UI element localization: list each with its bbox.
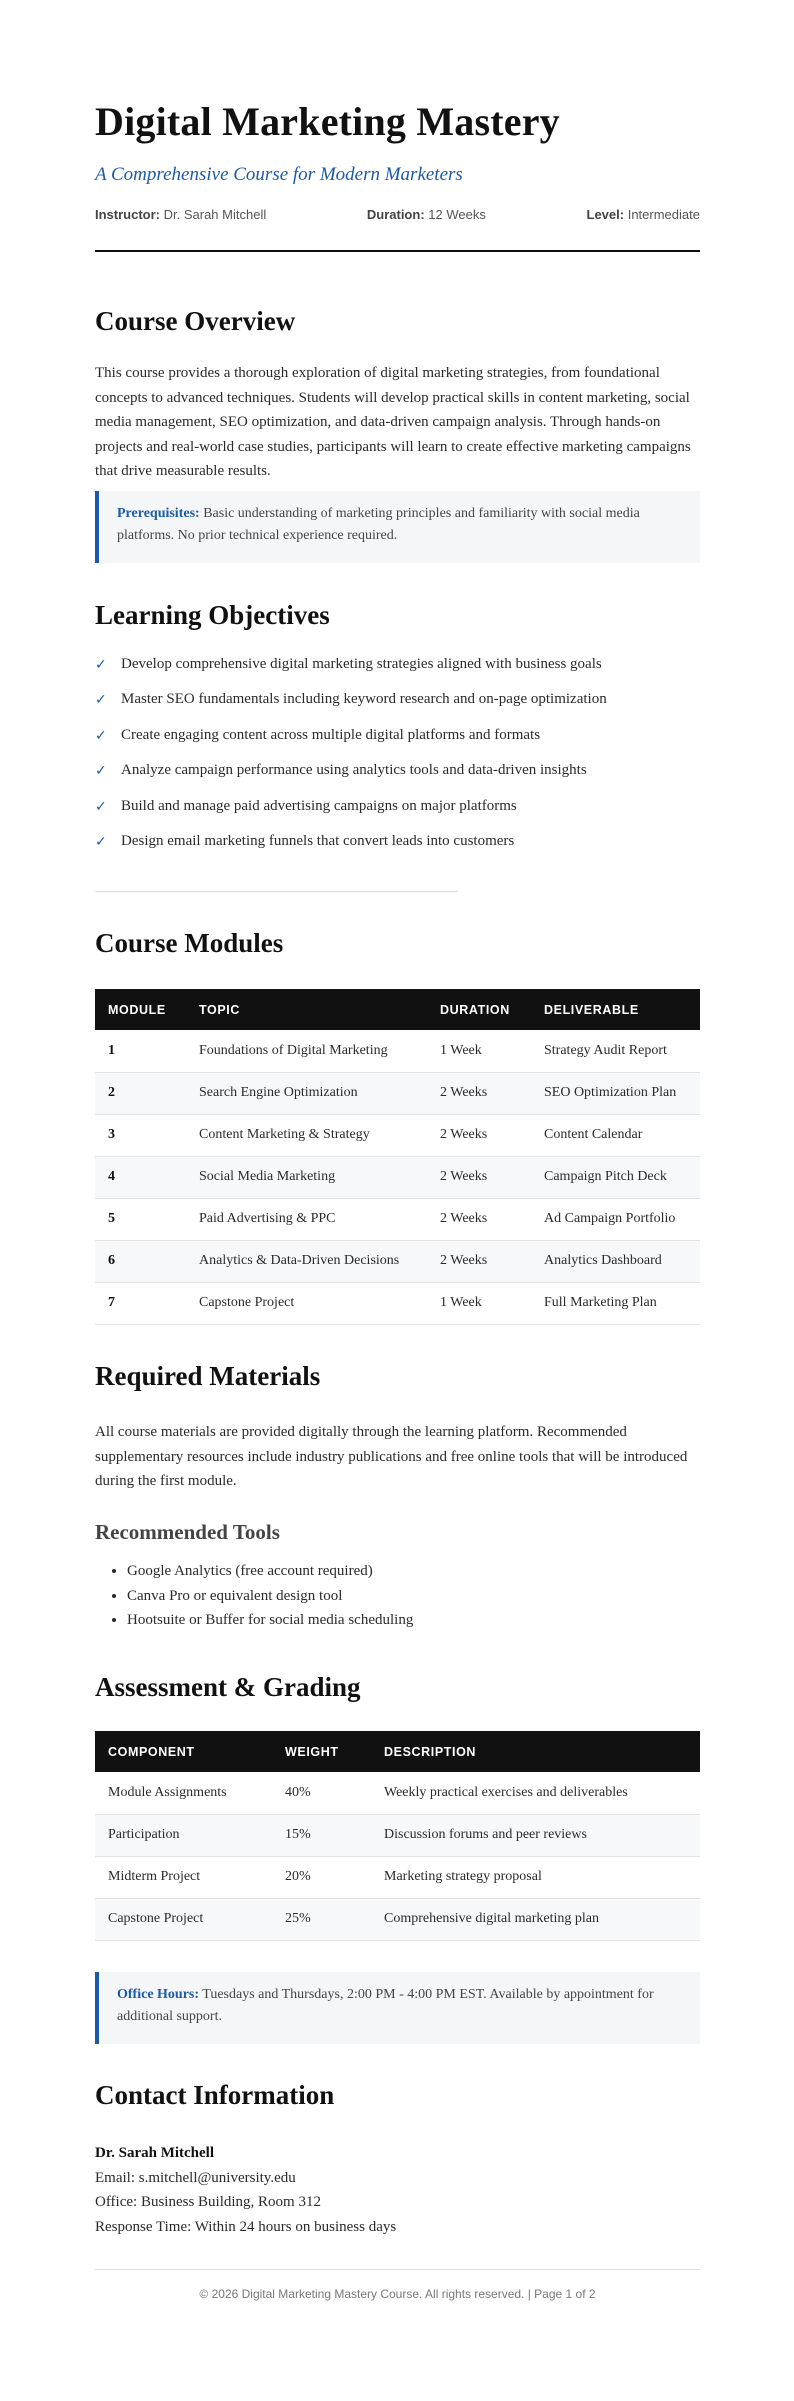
table-row: Module Assignments 40% Weekly practical exercises and deliverables: [95, 1772, 700, 1814]
checkmark-icon: ✓: [95, 798, 107, 815]
prerequisites-text: Basic understanding of marketing principles and familiarity with social media platforms. No prior technical experience required.: [117, 506, 640, 543]
section-heading-modules: Course Modules: [95, 928, 284, 958]
table-header-row: [95, 989, 700, 1030]
section-heading-overview: Course Overview: [95, 306, 296, 336]
subheading-tools: Recommended Tools: [95, 1520, 280, 1544]
contact-block: [95, 2141, 396, 2239]
column-header: DELIVERABLE: [544, 1002, 639, 1017]
table-row: Midterm Project 20% Marketing strategy proposal: [95, 1856, 700, 1898]
course-meta: [95, 207, 700, 222]
meta-instructor: Instructor: Dr. Sarah Mitchell: [95, 207, 267, 222]
column-header: TOPIC: [199, 1002, 240, 1017]
table-row: 4 Social Media Marketing 2 Weeks Campaign Pitch Deck: [95, 1156, 700, 1198]
checkmark-icon: ✓: [95, 657, 107, 673]
list-item: • Canva Pro or equivalent design tool: [127, 1588, 413, 1613]
contact-response-time: Response Time: Within 24 hours on business days: [95, 2218, 397, 2235]
table-row: 6 Analytics & Data-Driven Decisions 2 Weeks Analytics Dashboard: [95, 1240, 700, 1282]
column-header: COMPONENT: [108, 1744, 195, 1759]
grading-table: [95, 1731, 700, 1941]
office-hours-callout: [95, 1972, 700, 2044]
checkmark-icon: ✓: [95, 763, 107, 780]
overview-text: This course provides a thorough exploration of digital marketing strategies, from foundational concepts to advanced techniques. Students will develop practical skills in content marketing, social media management, SEO optimization, and data-driven campaign analysis. Through hands-on projects and real-world case studies, participants will learn to create effective marketing campaigns that drive measurable results.: [95, 365, 691, 479]
footer-divider: [95, 2269, 700, 2270]
meta-duration: Duration: 12 Weeks: [366, 207, 486, 222]
tools-list: [127, 1563, 413, 1637]
table-row: 1 Foundations of Digital Marketing 1 Week Strategy Audit Report: [95, 1030, 700, 1072]
list-item: • Google Analytics (free account required): [127, 1563, 413, 1588]
checkmark-icon: ✓: [95, 692, 107, 709]
checkmark-icon: ✓: [95, 727, 107, 744]
list-item: ✓ Design email marketing funnels that convert leads into customers: [95, 832, 515, 850]
section-heading-materials: Required Materials: [95, 1361, 321, 1391]
column-header: MODULE: [108, 1002, 166, 1017]
modules-table: [95, 989, 700, 1325]
column-header: DURATION: [440, 1002, 510, 1017]
meta-level: Level: Intermediate: [586, 207, 700, 222]
column-header: DESCRIPTION: [384, 1744, 477, 1759]
section-heading-objectives: Learning Objectives: [95, 600, 330, 630]
header-divider: [95, 250, 700, 252]
contact-name: Dr. Sarah Mitchell: [95, 2145, 215, 2161]
section-heading-assessment: Assessment & Grading: [95, 1672, 361, 1702]
page-title: Digital Marketing Mastery: [95, 99, 560, 144]
office-hours-text: Tuesdays and Thursdays, 2:00 PM - 4:00 PM EST. Available by appointment for additional support.: [117, 1987, 654, 2024]
list-item: ✓ Master SEO fundamentals including keyword research and on-page optimization: [95, 691, 607, 709]
list-item: ✓ Analyze campaign performance using analytics tools and data-driven insights: [95, 762, 587, 780]
materials-text: All course materials are provided digitally through the learning platform. Recommended supplementary resources include industry publications and free online tools that will be introduced during the first module.: [95, 1424, 688, 1489]
list-item: ✓ Create engaging content across multiple digital platforms and formats: [95, 726, 541, 744]
table-row: Participation 15% Discussion forums and peer reviews: [95, 1814, 700, 1856]
section-heading-contact: Contact Information: [95, 2080, 335, 2110]
list-item: ✓ Develop comprehensive digital marketing strategies aligned with business goals: [95, 656, 602, 673]
list-item: ✓ Build and manage paid advertising campaigns on major platforms: [95, 797, 517, 815]
prerequisites-callout: [95, 491, 700, 563]
table-row: 5 Paid Advertising & PPC 2 Weeks Ad Campaign Portfolio: [95, 1198, 700, 1240]
table-row: Capstone Project 25% Comprehensive digital marketing plan: [95, 1898, 700, 1940]
contact-office: Office: Business Building, Room 312: [95, 2194, 321, 2210]
page-footer: © 2026 Digital Marketing Mastery Course. All rights reserved. | Page 1 of 2: [199, 2287, 596, 2301]
table-row: 2 Search Engine Optimization 2 Weeks SEO Optimization Plan: [95, 1072, 700, 1114]
office-hours-label: Office Hours:: [117, 1987, 200, 2002]
table-row: 7 Capstone Project 1 Week Full Marketing Plan: [95, 1282, 700, 1324]
list-item: • Hootsuite or Buffer for social media scheduling: [127, 1612, 413, 1637]
prerequisites-label: Prerequisites:: [117, 506, 200, 521]
page-subtitle: A Comprehensive Course for Modern Marketers: [95, 164, 463, 185]
contact-email: Email: s.mitchell@university.edu: [95, 2169, 296, 2186]
section-divider: [95, 891, 458, 892]
table-row: 3 Content Marketing & Strategy 2 Weeks Content Calendar: [95, 1114, 700, 1156]
column-header: WEIGHT: [285, 1744, 339, 1759]
table-header-row: [95, 1731, 700, 1772]
objectives-list: [95, 656, 700, 868]
checkmark-icon: ✓: [95, 833, 107, 850]
